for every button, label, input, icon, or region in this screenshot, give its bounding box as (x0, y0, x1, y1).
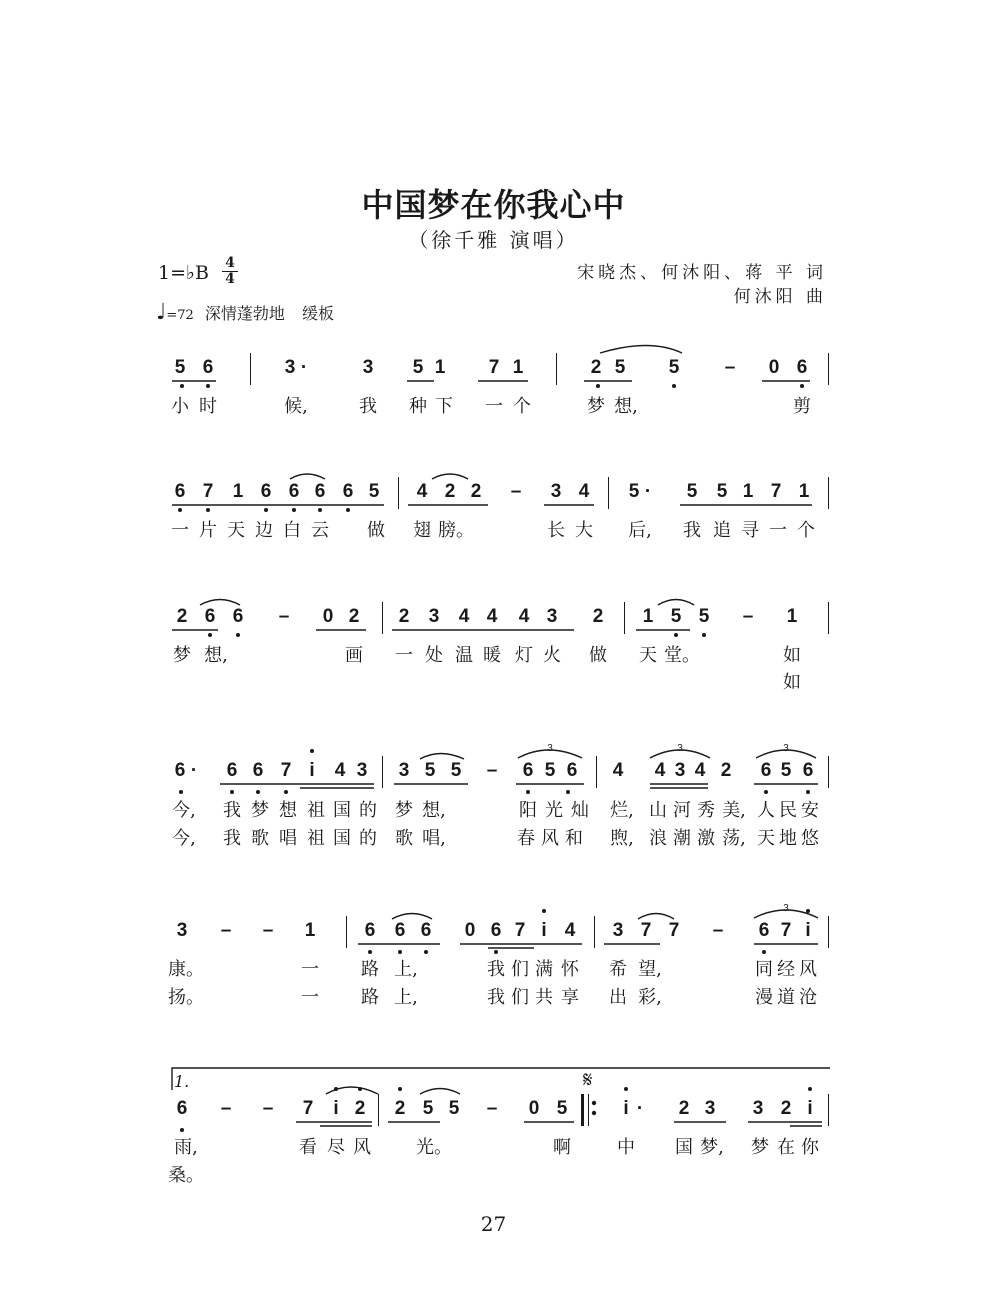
lyric: 彩, (638, 987, 662, 1008)
augmentation-dot: · (300, 357, 308, 378)
lyric: 人 (757, 800, 775, 821)
lyric: 们 (511, 959, 529, 980)
lyric: 风 (799, 959, 817, 980)
lyric: 一 (301, 987, 319, 1008)
lyric: 我 (487, 959, 505, 980)
lyric: 梦 (173, 645, 191, 666)
note: 6 (226, 760, 238, 781)
note: 4 (458, 606, 470, 627)
lyric: 追 (713, 520, 731, 541)
note: 3 (284, 357, 296, 378)
lyric: 沧 (799, 987, 817, 1008)
lyric: 天 (639, 645, 657, 666)
note: 6 (342, 481, 354, 502)
slur (326, 1087, 460, 1094)
note: 6 (252, 760, 264, 781)
lyric: 希 (609, 959, 627, 980)
note: 2 (394, 1098, 406, 1119)
lyricist-credit: 宋晓杰、何沐阳、蒋 平 词 (577, 263, 827, 283)
lyric: 你 (801, 1137, 819, 1158)
lyric: 我 (487, 987, 505, 1008)
lyric: 边 (255, 520, 273, 541)
sustain-dash: – (262, 1098, 274, 1119)
lyric: 我 (683, 520, 701, 541)
note: 4 (694, 760, 706, 781)
lyric: 怀 (561, 959, 579, 980)
note: 7 (668, 920, 680, 941)
segno-icon: 𝄋 (583, 1068, 593, 1093)
note: 5 (174, 357, 186, 378)
lyric: 和 (565, 828, 583, 849)
note: 3 (674, 760, 686, 781)
note: 2 (444, 481, 456, 502)
lyric: 康。 (168, 959, 204, 980)
lyric: 云 (311, 520, 329, 541)
lyric: 梦 (395, 800, 413, 821)
lyric: 风 (541, 828, 559, 849)
note: 4 (416, 481, 428, 502)
lyric: 满 (535, 959, 553, 980)
lyric: 国 (675, 1137, 693, 1158)
note: 6 (202, 357, 214, 378)
lyric: 美, (722, 800, 746, 821)
lyric: 荡, (722, 828, 746, 849)
note: i (309, 760, 315, 781)
lyric: 路 (361, 987, 379, 1008)
lyric: 们 (511, 987, 529, 1008)
triplet-number: 3 (783, 903, 789, 914)
sustain-dash: – (220, 920, 232, 941)
lyric: 雨, (174, 1137, 198, 1158)
lyric: 候, (284, 396, 308, 417)
lyric: 望, (638, 959, 662, 980)
note: 1 (786, 606, 798, 627)
lyric: 在 (777, 1137, 795, 1158)
song-title: 中国梦在你我心中 (361, 186, 626, 224)
note: 4 (334, 760, 346, 781)
lyric: 经 (777, 959, 795, 980)
lyric: 唱 (279, 828, 297, 849)
note: 1 (512, 357, 524, 378)
sustain-dash: – (510, 481, 522, 502)
triplet-number: 3 (677, 743, 683, 754)
note: 6 (174, 760, 186, 781)
lyric: 漫 (755, 987, 773, 1008)
slur (600, 346, 682, 354)
lyric: 如 (783, 672, 801, 693)
lyric: 后, (628, 520, 652, 541)
note: 6 (174, 481, 186, 502)
note: 4 (612, 760, 624, 781)
lyric: 膀。 (438, 520, 474, 541)
note: 6 (314, 481, 326, 502)
lyric: 民 (779, 800, 797, 821)
lyric: 时 (199, 396, 217, 417)
tempo-bpm: =72 (166, 308, 194, 323)
note: 3 (612, 920, 624, 941)
note: i (807, 1098, 813, 1119)
note: 2 (470, 481, 482, 502)
note: 3 (398, 760, 410, 781)
lyric: 歌 (395, 828, 413, 849)
lyric: 灿 (571, 800, 589, 821)
augmentation-dot: · (644, 481, 652, 502)
triplet-bracket (518, 750, 816, 758)
time-signature-bottom: 4 (225, 271, 235, 287)
sustain-dash: – (220, 1098, 232, 1119)
note: 4 (578, 481, 590, 502)
note: 5 (670, 606, 682, 627)
note: 2 (720, 760, 732, 781)
lyric: 祖 (307, 828, 325, 849)
note: 1 (642, 606, 654, 627)
lyric: 道 (777, 987, 795, 1008)
lyric: 处 (425, 645, 443, 666)
composer-credit: 何沐阳 曲 (733, 287, 827, 307)
note: 2 (590, 357, 602, 378)
note: 6 (288, 481, 300, 502)
lyric: 上, (394, 959, 418, 980)
lyric: 一 (395, 645, 413, 666)
lyric: 做 (589, 645, 607, 666)
note: 5 (698, 606, 710, 627)
lyric: 一 (769, 520, 787, 541)
note: 1 (742, 481, 754, 502)
page-number: 27 (480, 1212, 507, 1236)
lyric: 如 (783, 645, 801, 666)
lyric: 长 (547, 520, 565, 541)
lyric: 一 (171, 520, 189, 541)
lyric: 祖 (307, 800, 325, 821)
lyric: 歌 (251, 828, 269, 849)
note: 5 (422, 1098, 434, 1119)
lyric: 画 (345, 645, 363, 666)
note: 1 (232, 481, 244, 502)
note: 7 (514, 920, 526, 941)
note: 5 (556, 1098, 568, 1119)
lyric: 出 (609, 987, 627, 1008)
lyric: 看 (299, 1137, 317, 1158)
note: 3 (550, 481, 562, 502)
note: 7 (280, 760, 292, 781)
note: 7 (770, 481, 782, 502)
note: 4 (654, 760, 666, 781)
lyric: 梦 (251, 800, 269, 821)
note: 4 (564, 920, 576, 941)
lyric: 山 (649, 800, 667, 821)
note: 6 (566, 760, 578, 781)
performer-subtitle: （徐千雅 演唱） (408, 228, 579, 252)
lyric: 桑。 (168, 1165, 204, 1186)
slur (420, 754, 464, 760)
key-signature: 1=♭B (158, 262, 209, 284)
lyric: 想, (614, 396, 638, 417)
lyric: 暖 (483, 645, 501, 666)
note: 5 (424, 760, 436, 781)
augmentation-dot: · (190, 760, 198, 781)
note: 3 (704, 1098, 716, 1119)
note: 7 (640, 920, 652, 941)
lyric: 国 (333, 800, 351, 821)
lyric: 享 (561, 987, 579, 1008)
lyric: 唱, (422, 828, 446, 849)
lyric: 阳 (519, 800, 537, 821)
sustain-dash: – (262, 920, 274, 941)
note: 1 (304, 920, 316, 941)
lyric: 白 (283, 520, 301, 541)
note: 2 (780, 1098, 792, 1119)
sustain-dash: – (486, 760, 498, 781)
rest: 0 (322, 606, 334, 627)
slur (392, 914, 674, 920)
lyric: 大 (575, 520, 593, 541)
lyric: 的 (359, 800, 377, 821)
note: 5 (716, 481, 728, 502)
lyric: 安 (801, 800, 819, 821)
lyric: 啊 (553, 1137, 571, 1158)
note: 2 (592, 606, 604, 627)
lyric: 灯 (515, 645, 533, 666)
lyric: 梦, (700, 1137, 724, 1158)
lyric: 小 (171, 396, 189, 417)
lyric: 的 (359, 828, 377, 849)
lyric: 一 (301, 959, 319, 980)
triplet-number: 3 (547, 743, 553, 754)
lyric: 一 (485, 396, 503, 417)
rest: 0 (464, 920, 476, 941)
note: 2 (348, 606, 360, 627)
lyric: 河 (673, 800, 691, 821)
lyric: 今, (172, 828, 196, 849)
note: 6 (760, 760, 772, 781)
note: 2 (354, 1098, 366, 1119)
note: 5 (614, 357, 626, 378)
note: 7 (780, 920, 792, 941)
note: 3 (356, 760, 368, 781)
lyric: 做 (367, 520, 385, 541)
lyric: 片 (199, 520, 217, 541)
slur (200, 600, 694, 606)
note: 6 (796, 357, 808, 378)
note: 5 (412, 357, 424, 378)
slur (290, 474, 468, 479)
note: 6 (260, 481, 272, 502)
lyric: 天 (227, 520, 245, 541)
note: i (333, 1098, 339, 1119)
note: 4 (486, 606, 498, 627)
augmentation-dot: · (636, 1098, 644, 1119)
note: 3 (752, 1098, 764, 1119)
lyric: 温 (455, 645, 473, 666)
lyric: 烂, (610, 800, 634, 821)
note: 6 (204, 606, 216, 627)
note: 2 (678, 1098, 690, 1119)
note: 6 (420, 920, 432, 941)
note: 5 (686, 481, 698, 502)
note: 2 (398, 606, 410, 627)
lyric: 天 (757, 828, 775, 849)
lyric: 尽 (327, 1137, 345, 1158)
note: 6 (758, 920, 770, 941)
note: 1 (798, 481, 810, 502)
lyric: 种 (409, 396, 427, 417)
lyric: 我 (223, 800, 241, 821)
note: 6 (522, 760, 534, 781)
note: i (541, 920, 547, 941)
lyric: 风 (353, 1137, 371, 1158)
note: 6 (176, 1098, 188, 1119)
quarter-note-icon: ♩ (156, 300, 167, 325)
lyric: 光。 (416, 1137, 452, 1158)
lyric: 国 (333, 828, 351, 849)
volta-bracket (172, 1068, 830, 1090)
lyric: 悠 (801, 828, 819, 849)
lyric: 今, (172, 800, 196, 821)
lyric: 地 (779, 828, 797, 849)
lyric: 光 (545, 800, 563, 821)
lyric: 个 (513, 396, 531, 417)
note: 5 (368, 481, 380, 502)
note: i (623, 1098, 629, 1119)
lyric: 下 (435, 396, 453, 417)
lyric: 同 (755, 959, 773, 980)
lyric: 浪 (649, 828, 667, 849)
lyric: 扬。 (168, 987, 204, 1008)
note: 5 (628, 481, 640, 502)
lyric: 共 (535, 987, 553, 1008)
lyric: 寻 (741, 520, 759, 541)
lyric: 个 (797, 520, 815, 541)
note: 6 (802, 760, 814, 781)
lyric: 翅 (413, 520, 431, 541)
lyric: 我 (359, 396, 377, 417)
note: 5 (448, 1098, 460, 1119)
volta-label: 1. (174, 1072, 190, 1091)
triplet-number: 3 (783, 743, 789, 754)
sustain-dash: – (712, 920, 724, 941)
note: 6 (394, 920, 406, 941)
lyric: 想, (422, 800, 446, 821)
note: 6 (490, 920, 502, 941)
sustain-dash: – (742, 606, 754, 627)
lyric: 梦 (751, 1137, 769, 1158)
lyric: 堂。 (664, 645, 700, 666)
note: 6 (364, 920, 376, 941)
note: i (805, 920, 811, 941)
note: 5 (450, 760, 462, 781)
time-signature-top: 4 (225, 255, 235, 271)
lyric: 秀 (697, 800, 715, 821)
lyric: 剪 (793, 396, 811, 417)
note: 3 (176, 920, 188, 941)
lyric: 路 (361, 959, 379, 980)
lyric: 中 (617, 1137, 635, 1158)
sustain-dash: – (486, 1098, 498, 1119)
lyric: 我 (223, 828, 241, 849)
lyric: 火 (543, 645, 561, 666)
lyric: 想, (204, 645, 228, 666)
rest: 0 (528, 1098, 540, 1119)
note: 5 (780, 760, 792, 781)
note: 4 (518, 606, 530, 627)
sustain-dash: – (278, 606, 290, 627)
lyric: 想 (279, 800, 297, 821)
lyric: 梦 (587, 396, 605, 417)
note: 7 (302, 1098, 314, 1119)
note: 1 (434, 357, 446, 378)
note: 5 (544, 760, 556, 781)
note: 3 (546, 606, 558, 627)
note: 3 (362, 357, 374, 378)
lyric: 潮 (673, 828, 691, 849)
note: 5 (668, 357, 680, 378)
tempo-speed: 缓板 (302, 304, 335, 323)
note: 7 (488, 357, 500, 378)
lyric: 春 (517, 828, 535, 849)
rest: 0 (768, 357, 780, 378)
note: 2 (176, 606, 188, 627)
note: 7 (202, 481, 214, 502)
lyric: 煦, (610, 828, 634, 849)
sustain-dash: – (724, 357, 736, 378)
lyric: 激 (697, 828, 715, 849)
note: 6 (232, 606, 244, 627)
tempo-expression: 深情蓬勃地 (204, 304, 285, 323)
note: 3 (428, 606, 440, 627)
lyric: 上, (394, 987, 418, 1008)
